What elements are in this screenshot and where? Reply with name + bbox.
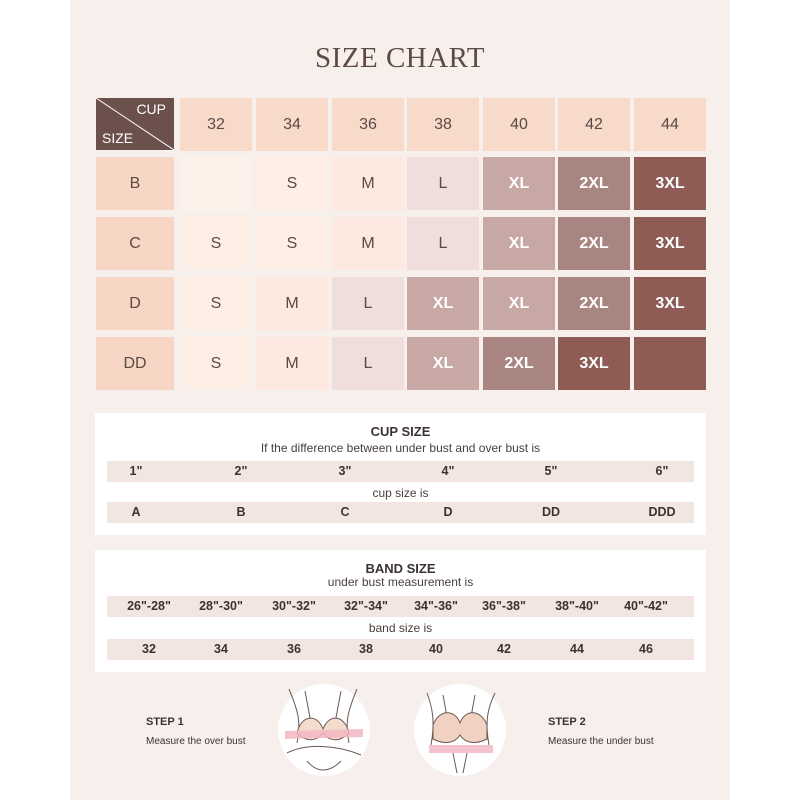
range-value: 28"-30" <box>199 599 243 613</box>
size-cell: XL <box>483 277 555 330</box>
cup-size-instruction: If the difference between under bust and over bust is <box>260 441 541 455</box>
size-cell: M <box>332 157 404 210</box>
band-size-result-label: band size is <box>368 621 433 635</box>
band-header-38: 38 <box>407 98 479 151</box>
size-cell: XL <box>407 337 479 390</box>
band-header-36: 36 <box>332 98 404 151</box>
band-value: 34 <box>214 642 228 656</box>
range-value: 34"-36" <box>414 599 458 613</box>
cup-size-title: CUP SIZE <box>370 424 431 439</box>
size-cell: L <box>407 157 479 210</box>
difference-value: 3" <box>338 464 352 478</box>
band-header-40: 40 <box>483 98 555 151</box>
size-cell: 3XL <box>558 337 630 390</box>
cup-value: C <box>340 505 350 519</box>
band-size-instruction: under bust measurement is <box>327 575 474 589</box>
under-bust-illustration <box>413 683 508 778</box>
step2-label: STEP 2 <box>548 716 586 728</box>
range-value: 40"-42" <box>624 599 668 613</box>
size-cell: 2XL <box>558 157 630 210</box>
corner-cup-label: CUP <box>136 101 166 117</box>
cup-size-card <box>95 413 706 535</box>
band-strip <box>107 639 694 660</box>
band-header-44: 44 <box>634 98 706 151</box>
size-cell: 3XL <box>634 217 706 270</box>
band-value: 32 <box>142 642 156 656</box>
page-title: SIZE CHART <box>314 42 485 74</box>
size-cell: M <box>256 277 328 330</box>
size-cell: 2XL <box>483 337 555 390</box>
range-strip <box>107 596 694 617</box>
cup-strip <box>107 502 694 523</box>
range-value: 32"-34" <box>344 599 388 613</box>
over-bust-illustration <box>277 683 372 778</box>
cup-header-DD: DD <box>96 337 174 390</box>
difference-strip <box>107 461 694 482</box>
band-value: 46 <box>639 642 653 656</box>
corner-size-label: SIZE <box>102 130 134 146</box>
band-value: 44 <box>570 642 584 656</box>
cup-value: A <box>131 505 141 519</box>
size-cell: S <box>180 277 252 330</box>
size-cell <box>634 337 706 390</box>
difference-value: 6" <box>655 464 669 478</box>
size-cell: L <box>332 277 404 330</box>
size-cell: 2XL <box>558 277 630 330</box>
cup-header-B: B <box>96 157 174 210</box>
band-value: 36 <box>287 642 301 656</box>
cup-value: B <box>236 505 246 519</box>
band-value: 38 <box>359 642 373 656</box>
range-value: 30"-32" <box>272 599 316 613</box>
size-cell: M <box>332 217 404 270</box>
step1-label: STEP 1 <box>146 716 184 728</box>
cup-header-D: D <box>96 277 174 330</box>
size-cell: L <box>332 337 404 390</box>
size-cell: L <box>407 217 479 270</box>
cup-value: DDD <box>648 505 676 519</box>
band-value: 42 <box>497 642 511 656</box>
difference-value: 5" <box>544 464 558 478</box>
corner-header <box>96 98 174 150</box>
step2-description: Measure the under bust <box>548 736 654 747</box>
difference-value: 1" <box>129 464 143 478</box>
range-value: 36"-38" <box>482 599 526 613</box>
difference-value: 4" <box>441 464 455 478</box>
size-cell: 2XL <box>558 217 630 270</box>
size-cell <box>180 157 252 210</box>
range-value: 38"-40" <box>555 599 599 613</box>
size-cell: XL <box>407 277 479 330</box>
band-header-34: 34 <box>256 98 328 151</box>
size-cell: 3XL <box>634 157 706 210</box>
band-header-32: 32 <box>180 98 252 151</box>
step1-description: Measure the over bust <box>146 736 246 747</box>
cup-value: DD <box>541 505 561 519</box>
size-cell: S <box>180 337 252 390</box>
cup-value: D <box>443 505 453 519</box>
size-cell: 3XL <box>634 277 706 330</box>
band-size-card <box>95 550 706 672</box>
range-value: 26"-28" <box>127 599 171 613</box>
band-header-42: 42 <box>558 98 630 151</box>
band-size-title: BAND SIZE <box>365 561 436 576</box>
size-cell: S <box>180 217 252 270</box>
cup-size-result-label: cup size is <box>372 486 429 500</box>
band-value: 40 <box>429 642 443 656</box>
difference-value: 2" <box>234 464 248 478</box>
size-cell: S <box>256 157 328 210</box>
size-cell: M <box>256 337 328 390</box>
size-cell: S <box>256 217 328 270</box>
size-cell: XL <box>483 217 555 270</box>
cup-header-C: C <box>96 217 174 270</box>
size-cell: XL <box>483 157 555 210</box>
